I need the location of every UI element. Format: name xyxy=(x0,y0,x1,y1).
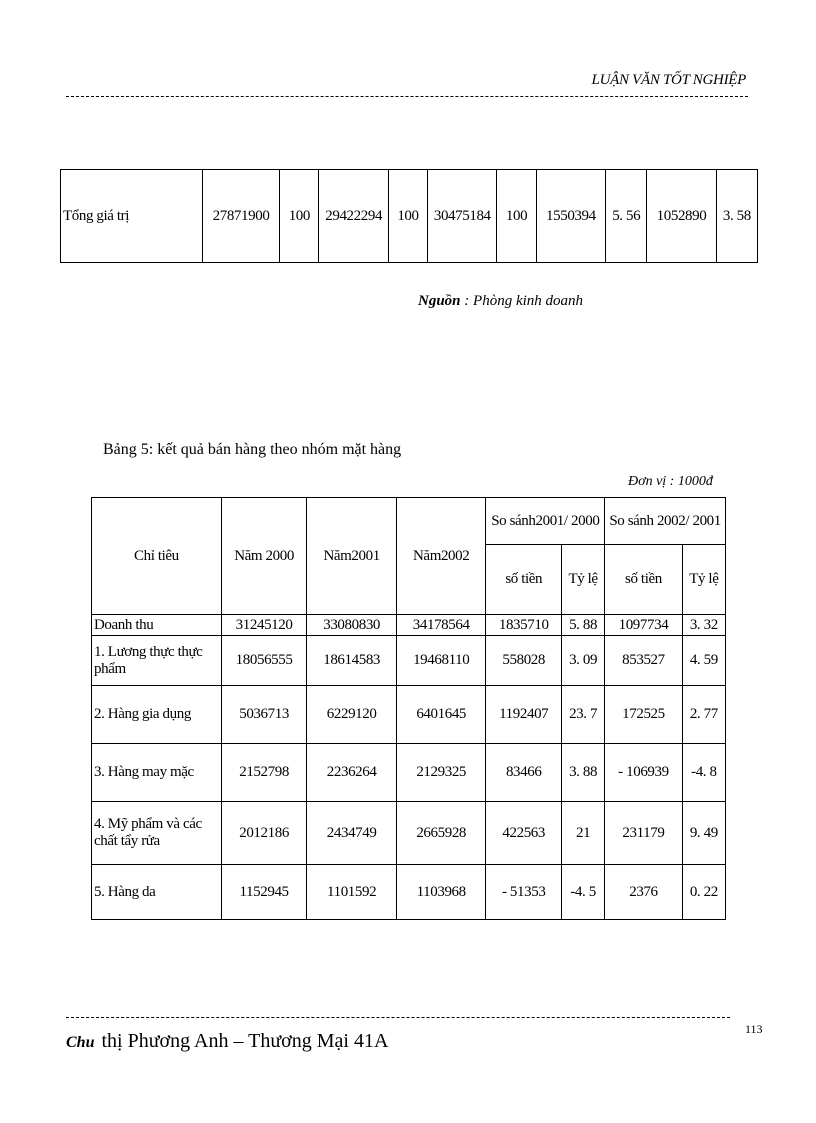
table-row xyxy=(92,744,726,802)
page-number: 113 xyxy=(745,1022,763,1036)
table-cell: 2129325 xyxy=(396,744,486,802)
table-cell: -4. 8 xyxy=(682,744,725,802)
table-cell: 172525 xyxy=(605,686,682,744)
header-nam-2000: Năm 2000 xyxy=(221,498,307,615)
sales-results-table xyxy=(91,497,726,920)
table-cell: 1835710 xyxy=(486,615,561,636)
table-cell: - 106939 xyxy=(605,744,682,802)
header-ty-le: Tỷ lệ xyxy=(561,545,604,615)
table-cell: 2. 77 xyxy=(682,686,725,744)
signature: Chu xyxy=(66,1034,95,1051)
table-cell: 29422294 xyxy=(319,170,388,263)
table-cell: - 51353 xyxy=(486,865,561,920)
header-nam-2001: Năm2001 xyxy=(307,498,397,615)
row-label: Tổng giá trị xyxy=(61,170,203,263)
table-cell: 1052890 xyxy=(647,170,716,263)
table-cell: 1103968 xyxy=(396,865,486,920)
table-cell: 27871900 xyxy=(202,170,279,263)
table-cell: 30475184 xyxy=(428,170,497,263)
table-row xyxy=(92,802,726,865)
table-row xyxy=(61,170,758,263)
header-so-sanh-2002-2001: So sánh 2002/ 2001 xyxy=(605,498,726,545)
table-cell: 3. 09 xyxy=(561,636,604,686)
table-row xyxy=(92,636,726,686)
table-cell: 853527 xyxy=(605,636,682,686)
table-caption: Bảng 5: kết quả bán hàng theo nhóm mặt hàng xyxy=(103,441,402,458)
row-label: Doanh thu xyxy=(92,615,222,636)
row-label: 1. Lương thực thực phẩm xyxy=(92,636,222,686)
row-label: 2. Hàng gia dụng xyxy=(92,686,222,744)
table-cell: 9. 49 xyxy=(682,802,725,865)
table-cell: 6401645 xyxy=(396,686,486,744)
table-row xyxy=(92,615,726,636)
source-text: : Phòng kinh doanh xyxy=(460,293,584,309)
table-cell: 23. 7 xyxy=(561,686,604,744)
table-cell: 6229120 xyxy=(307,686,397,744)
table-cell: 19468110 xyxy=(396,636,486,686)
source-label: Nguồn xyxy=(418,293,461,309)
table-cell: 558028 xyxy=(486,636,561,686)
row-label: 5. Hàng da xyxy=(92,865,222,920)
table-cell: 18056555 xyxy=(221,636,307,686)
table-row xyxy=(92,865,726,920)
header-so-sanh-2001-2000: So sánh2001/ 2000 xyxy=(486,498,605,545)
table-cell: 422563 xyxy=(486,802,561,865)
table-cell: 3. 88 xyxy=(561,744,604,802)
table-cell: 5. 56 xyxy=(606,170,647,263)
table-cell: 31245120 xyxy=(221,615,307,636)
unit-note: Đơn vị : 1000đ xyxy=(628,474,713,489)
table-cell: 2012186 xyxy=(221,802,307,865)
table-cell: 3. 32 xyxy=(682,615,725,636)
table-cell: 3. 58 xyxy=(716,170,757,263)
header-divider xyxy=(66,96,748,97)
table-cell: 33080830 xyxy=(307,615,397,636)
table-cell: 34178564 xyxy=(396,615,486,636)
table-cell: 100 xyxy=(280,170,319,263)
header-nam-2002: Năm2002 xyxy=(396,498,486,615)
table-cell: 1152945 xyxy=(221,865,307,920)
table-cell: 2236264 xyxy=(307,744,397,802)
footer-divider xyxy=(66,1017,730,1018)
table-cell: 4. 59 xyxy=(682,636,725,686)
row-label: 3. Hàng may mặc xyxy=(92,744,222,802)
total-value-table xyxy=(60,169,758,263)
table-cell: 100 xyxy=(388,170,427,263)
table-cell: 1550394 xyxy=(536,170,605,263)
header-chi-tieu: Chỉ tiêu xyxy=(92,498,222,615)
author-name: thị Phương Anh – Thương Mại 41A xyxy=(101,1030,389,1052)
table-cell: 1097734 xyxy=(605,615,682,636)
header-so-tien: số tiền xyxy=(605,545,682,615)
table-cell: 2434749 xyxy=(307,802,397,865)
header-title: LUẬN VĂN TỐT NGHIỆP xyxy=(591,72,746,88)
header-row xyxy=(92,498,726,545)
row-label: 4. Mỹ phẩm và các chất tẩy rửa xyxy=(92,802,222,865)
header-so-tien: số tiền xyxy=(486,545,561,615)
table-cell: 2665928 xyxy=(396,802,486,865)
table-cell: 1101592 xyxy=(307,865,397,920)
source-note xyxy=(418,293,583,310)
header-ty-le: Tỷ lệ xyxy=(682,545,725,615)
table-cell: 231179 xyxy=(605,802,682,865)
table-cell: 100 xyxy=(497,170,536,263)
table-cell: 2376 xyxy=(605,865,682,920)
table-cell: 21 xyxy=(561,802,604,865)
table-cell: 83466 xyxy=(486,744,561,802)
table-cell: 0. 22 xyxy=(682,865,725,920)
table-cell: -4. 5 xyxy=(561,865,604,920)
table-row xyxy=(92,686,726,744)
table-cell: 5. 88 xyxy=(561,615,604,636)
table-cell: 18614583 xyxy=(307,636,397,686)
table-cell: 5036713 xyxy=(221,686,307,744)
table-cell: 2152798 xyxy=(221,744,307,802)
footer-author xyxy=(66,1030,388,1053)
table-cell: 1192407 xyxy=(486,686,561,744)
